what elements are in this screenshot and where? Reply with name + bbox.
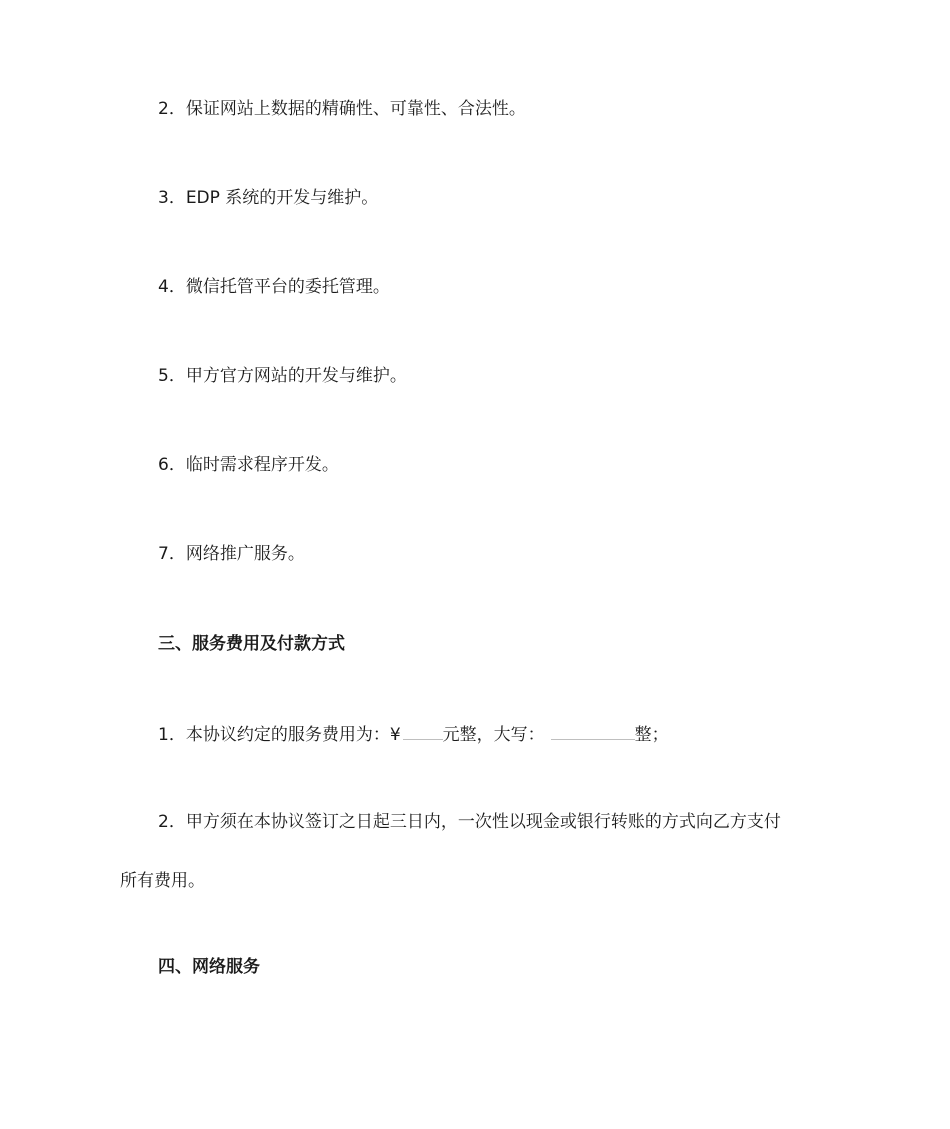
list-item-5: 5．甲方官方网站的开发与维护。 bbox=[158, 366, 407, 386]
fee-prefix: 1．本协议约定的服务费用为：¥ bbox=[158, 725, 401, 745]
amount-blank bbox=[403, 721, 443, 740]
list-item-7: 7．网络推广服务。 bbox=[158, 544, 305, 564]
payment-clause-line1: 2．甲方须在本协议签订之日起三日内，一次性以现金或银行转账的方式向乙方支付 bbox=[158, 812, 781, 832]
list-item-4: 4．微信托管平台的委托管理。 bbox=[158, 277, 390, 297]
list-item-2: 2．保证网站上数据的精确性、可靠性、合法性。 bbox=[158, 99, 526, 119]
list-item-3: 3．EDP 系统的开发与维护。 bbox=[158, 188, 379, 208]
fee-middle: 元整，大写： bbox=[442, 725, 545, 745]
payment-clause-line2: 所有费用。 bbox=[120, 871, 205, 891]
section-heading-fees: 三、服务费用及付款方式 bbox=[158, 634, 345, 654]
list-item-6: 6．临时需求程序开发。 bbox=[158, 455, 339, 475]
fee-clause bbox=[158, 721, 669, 747]
section-heading-network: 四、网络服务 bbox=[158, 957, 260, 977]
fee-suffix: 整； bbox=[634, 725, 669, 745]
amount-words-blank bbox=[551, 721, 635, 740]
